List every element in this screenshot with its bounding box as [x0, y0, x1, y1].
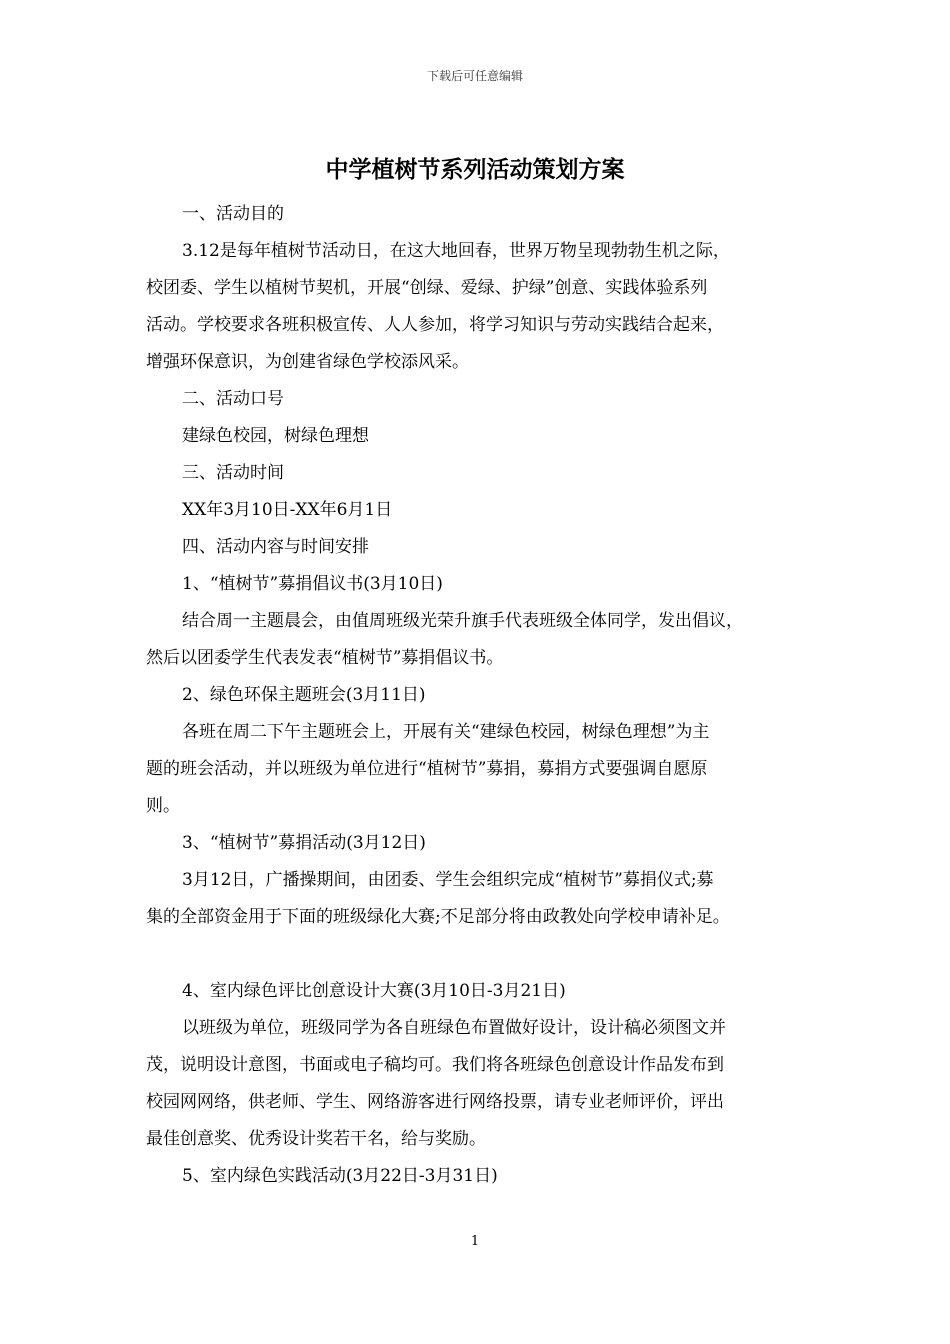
document-body — [146, 196, 822, 1195]
paragraph-line: 校园网网络，供老师、学生、网络游客进行网络投票，请专业老师评价，评出 — [146, 1092, 724, 1112]
section-heading-slogan: 二、活动口号 — [182, 389, 284, 409]
paragraph-line: 3月12日，广播操期间，由团委、学生会组织完成“植树节”募捐仪式;募 — [182, 870, 714, 890]
paragraph-line: 最佳创意奖、优秀设计奖若干名，给与奖励。 — [146, 1129, 486, 1149]
item-heading-1: 1、“植树节”募捐倡议书(3月10日) — [182, 574, 443, 594]
item-heading-5: 5、室内绿色实践活动(3月22日-3月31日) — [182, 1166, 498, 1186]
paragraph-line: 增强环保意识，为创建省绿色学校添风采。 — [146, 352, 469, 372]
item-heading-3: 3、“植树节”募捐活动(3月12日) — [182, 833, 426, 853]
slogan-text: 建绿色校园，树绿色理想 — [182, 426, 369, 446]
section-heading-purpose: 一、活动目的 — [182, 204, 284, 224]
paragraph-line: 活动。学校要求各班积极宣传、人人参加，将学习知识与劳动实践结合起来， — [146, 315, 724, 335]
section-heading-content: 四、活动内容与时间安排 — [182, 537, 369, 557]
time-text: XX年3月10日-XX年6月1日 — [182, 500, 393, 520]
paragraph-line: 3.12是每年植树节活动日，在这大地回春，世界万物呈现勃勃生机之际， — [182, 241, 730, 261]
blank-line — [146, 936, 822, 973]
paragraph-line: 校团委、学生以植树节契机，开展“创绿、爱绿、护绿”创意、实践体验系列 — [146, 278, 708, 298]
section-heading-time: 三、活动时间 — [182, 463, 284, 483]
paragraph-line: 茂，说明设计意图，书面或电子稿均可。我们将各班绿色创意设计作品发布到 — [146, 1055, 724, 1075]
paragraph-line: 结合周一主题晨会，由值周班级光荣升旗手代表班级全体同学，发出倡议， — [182, 611, 743, 631]
paragraph-line: 各班在周二下午主题班会上，开展有关“建绿色校园，树绿色理想”为主 — [182, 722, 710, 742]
paragraph-line: 集的全部资金用于下面的班级绿化大赛;不足部分将由政教处向学校申请补足。 — [146, 907, 730, 927]
page-number: 1 — [470, 1234, 480, 1249]
item-heading-2: 2、绿色环保主题班会(3月11日) — [182, 685, 426, 705]
paragraph-line: 以班级为单位，班级同学为各自班绿色布置做好设计，设计稿必须图文并 — [182, 1018, 726, 1038]
paragraph-line: 然后以团委学生代表发表“植树节”募捐倡议书。 — [146, 648, 504, 668]
paragraph-line: 题的班会活动，并以班级为单位进行“植树节”募捐，募捐方式要强调自愿原 — [146, 759, 708, 779]
document-title: 中学植树节系列活动策划方案 — [325, 157, 625, 183]
paragraph-line: 则。 — [146, 796, 180, 816]
item-heading-4: 4、室内绿色评比创意设计大赛(3月10日-3月21日) — [182, 981, 566, 1001]
page-header-note: 下载后可任意编辑 — [426, 69, 523, 83]
